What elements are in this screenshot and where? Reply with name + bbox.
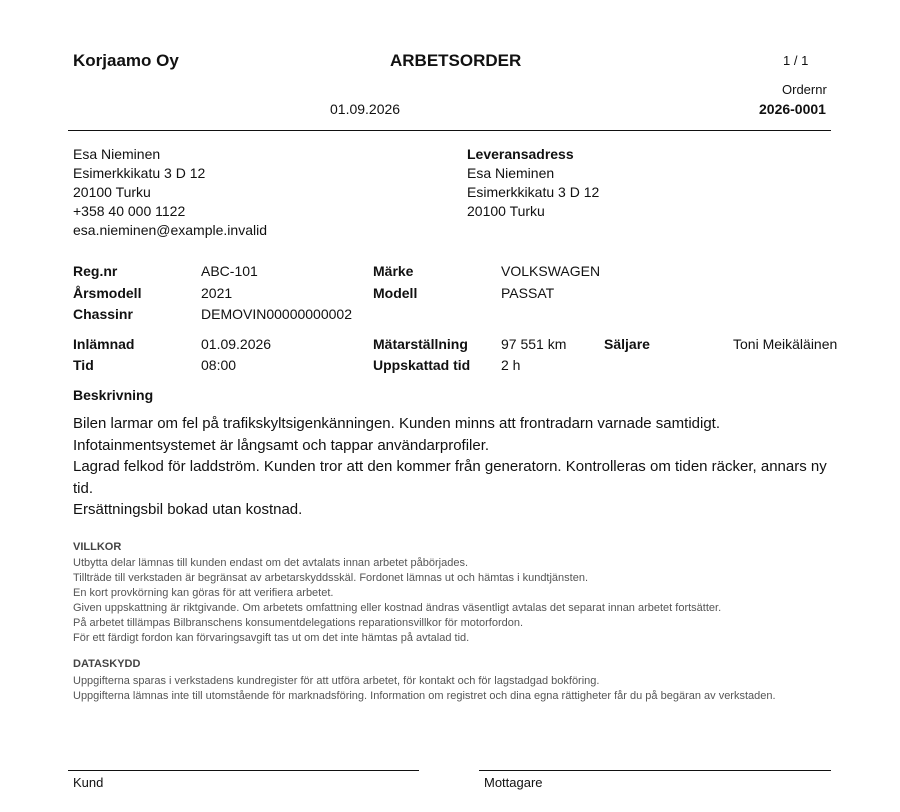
customer-street: Esimerkkikatu 3 D 12 — [73, 165, 206, 181]
privacy-line: Uppgifterna lämnas inte till utomstående för marknadsföring. Information om registret och dina egna rättigheter får du på begäran av verkstaden. — [73, 690, 776, 702]
model-label: Modell — [373, 285, 418, 301]
header-divider — [68, 130, 831, 131]
delivery-name: Esa Nieminen — [467, 165, 555, 181]
order-date: 01.09.2026 — [330, 101, 401, 117]
privacy-heading: DATASKYDD — [73, 658, 141, 670]
privacy-text — [73, 674, 776, 704]
page-number: 1 / 1 — [783, 53, 809, 68]
delivery-address — [467, 145, 599, 221]
order-number: 2026-0001 — [759, 101, 826, 117]
customer-city: 20100 Turku — [73, 184, 151, 200]
terms-line: På arbetet tillämpas Bilbranschens konsumentdelegations reparationsvillkor för motorfordon. — [73, 617, 524, 629]
description-text — [73, 413, 833, 521]
odometer-label: Mätarställning — [373, 336, 468, 352]
received-label: Inlämnad — [73, 336, 135, 352]
odometer-value: 97 551 km — [501, 336, 567, 352]
document-title: ARBETSORDER — [390, 51, 522, 70]
estimate-label: Uppskattad tid — [373, 357, 471, 373]
terms-line: För ett färdigt fordon kan förvaringsavgift tas ut om det inte hämtas på avtalad tid. — [73, 632, 470, 644]
reg-value: ABC-101 — [201, 263, 258, 279]
received-value: 01.09.2026 — [201, 336, 272, 352]
seller-value: Toni Meikäläinen — [733, 336, 838, 352]
terms-line: En kort provkörning kan göras för att verifiera arbetet. — [73, 587, 334, 599]
time-value: 08:00 — [201, 357, 237, 373]
make-label: Märke — [373, 263, 414, 279]
chassis-value: DEMOVIN00000000002 — [201, 306, 352, 322]
description-heading: Beskrivning — [73, 387, 154, 403]
make-value: VOLKSWAGEN — [501, 263, 601, 279]
company-name: Korjaamo Oy — [73, 51, 179, 70]
delivery-street: Esimerkkikatu 3 D 12 — [467, 184, 600, 200]
reg-label: Reg.nr — [73, 263, 118, 279]
year-label: Årsmodell — [73, 285, 142, 301]
terms-text — [73, 556, 721, 646]
terms-line: Tillträde till verkstaden är begränsat av arbetarskyddsskäl. Fordonet lämnas ut och hämtas i kundtjänsten. — [73, 572, 589, 584]
estimate-value: 2 h — [501, 357, 521, 373]
order-number-label: Ordernr — [782, 82, 827, 97]
delivery-heading: Leveransadress — [467, 146, 574, 162]
time-label: Tid — [73, 357, 94, 373]
terms-line: Utbytta delar lämnas till kunden endast om det avtalats innan arbetet påbörjades. — [73, 557, 469, 569]
description-line: Infotainmentsystemet är långsamt och tappar användarprofiler. — [73, 436, 490, 454]
terms-heading: VILLKOR — [73, 541, 122, 553]
customer-address — [73, 145, 267, 240]
receiver-signature-line — [479, 770, 831, 771]
terms-line: Given uppskattning är riktgivande. Om arbetets omfattning eller kostnad ändras väsentligt avtalas det separat innan arbetet fortsätter. — [73, 602, 722, 614]
model-value: PASSAT — [501, 285, 555, 301]
receiver-signature-label: Mottagare — [484, 775, 543, 790]
customer-signature-line — [68, 770, 419, 771]
customer-email: esa.nieminen@example.invalid — [73, 222, 267, 238]
description-line: Bilen larmar om fel på trafikskyltsigenkänningen. Kunden minns att frontradarn varnade samtidigt. — [73, 415, 720, 432]
year-value: 2021 — [201, 285, 233, 301]
seller-label: Säljare — [604, 336, 650, 352]
description-line: Lagrad felkod för laddström. Kunden tror att den kommer från generatorn. Kontrolleras om tiden räcker, annars ny tid. — [73, 458, 827, 497]
chassis-label: Chassinr — [73, 306, 133, 322]
customer-phone: +358 40 000 1122 — [73, 203, 186, 219]
description-line: Ersättningsbil bokad utan kostnad. — [73, 501, 303, 518]
privacy-line: Uppgifterna sparas i verkstadens kundregister för att utföra arbetet, för kontakt och för lagstadgad bokföring. — [73, 675, 600, 687]
customer-signature-label: Kund — [73, 775, 104, 790]
delivery-city: 20100 Turku — [467, 203, 545, 219]
customer-name: Esa Nieminen — [73, 146, 161, 162]
